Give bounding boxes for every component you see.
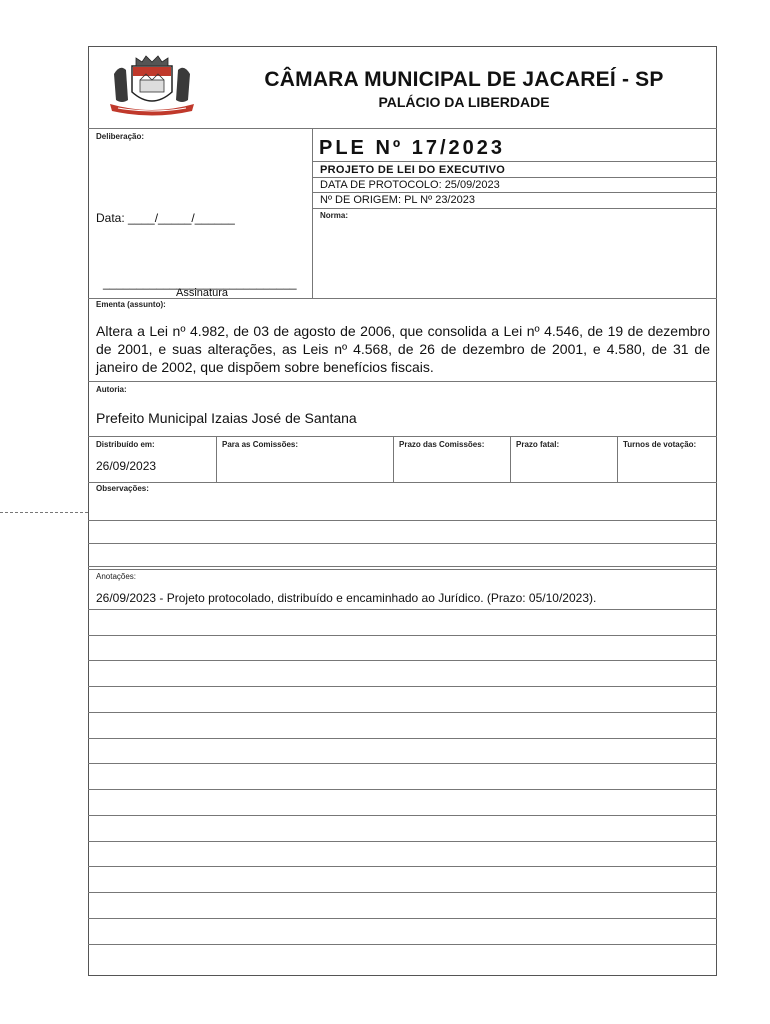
prazo-comissoes-label: Prazo das Comissões: xyxy=(399,440,485,449)
ruled-line xyxy=(88,566,717,567)
divider xyxy=(313,177,717,178)
norma-label: Norma: xyxy=(320,211,349,220)
divider xyxy=(312,128,313,298)
ruled-line xyxy=(88,944,717,945)
deliberacao-label: Deliberação: xyxy=(96,132,145,141)
signature-line: _____________________________ xyxy=(103,276,297,290)
comissoes-label: Para as Comissões: xyxy=(222,440,299,449)
divider xyxy=(88,381,717,382)
ruled-line xyxy=(88,660,717,661)
signature-label: Assinatura xyxy=(176,287,228,299)
bill-type: PROJETO DE LEI DO EXECUTIVO xyxy=(320,164,506,176)
ruled-line xyxy=(88,609,717,610)
divider xyxy=(216,436,217,482)
ruled-line xyxy=(88,635,717,636)
ruled-line xyxy=(88,866,717,867)
prazo-fatal-label: Prazo fatal: xyxy=(516,440,560,449)
page-title: CÂMARA MUNICIPAL DE JACAREÍ - SP xyxy=(264,68,664,91)
divider xyxy=(313,208,717,209)
autoria-label: Autoria: xyxy=(96,385,127,394)
ruled-line xyxy=(88,520,717,521)
divider xyxy=(88,436,717,437)
divider xyxy=(313,161,717,162)
divider xyxy=(617,436,618,482)
ruled-line xyxy=(88,686,717,687)
autoria-value: Prefeito Municipal Izaias José de Santana xyxy=(96,410,357,426)
divider xyxy=(510,436,511,482)
origin-number: Nº DE ORIGEM: PL Nº 23/2023 xyxy=(320,194,475,206)
ruled-line xyxy=(88,815,717,816)
ruled-line xyxy=(88,892,717,893)
date-field: Data: ____/_____/______ xyxy=(96,211,235,225)
divider xyxy=(88,569,717,570)
ruled-line xyxy=(88,763,717,764)
ementa-text: Altera a Lei nº 4.982, de 03 de agosto de 2006, que consolida a Lei nº 4.546, de 19 de dezembro de 2001, e suas alterações, as Leis nº 4.568, de 26 de dezembro de 2001, e 4.580, de 31 de janeiro de 2002, que dispõem sobre benefícios fiscais. xyxy=(96,323,710,375)
anotacoes-label: Anotações: xyxy=(96,572,137,581)
ementa-label: Ementa (assunto): xyxy=(96,300,166,309)
fold-mark xyxy=(0,512,88,513)
divider xyxy=(393,436,394,482)
page-subtitle: PALÁCIO DA LIBERDADE xyxy=(378,94,550,110)
ruled-line xyxy=(88,712,717,713)
bill-number: PLE Nº 17/2023 xyxy=(319,137,506,159)
ruled-line xyxy=(88,789,717,790)
divider xyxy=(88,298,717,299)
ruled-line xyxy=(88,738,717,739)
divider xyxy=(313,192,717,193)
divider xyxy=(88,128,717,129)
distribuido-value: 26/09/2023 xyxy=(96,459,157,473)
turnos-label: Turnos de votação: xyxy=(623,440,697,449)
ruled-line xyxy=(88,543,717,544)
anotacao-entry: 26/09/2023 - Projeto protocolado, distribuído e encaminhado ao Jurídico. (Prazo: 05/10/2023). xyxy=(96,591,597,605)
distribuido-label: Distribuído em: xyxy=(96,440,155,449)
ruled-line xyxy=(88,841,717,842)
divider xyxy=(88,482,717,483)
observacoes-label: Observações: xyxy=(96,484,149,493)
protocol-date: DATA DE PROTOCOLO: 25/09/2023 xyxy=(320,179,500,191)
ruled-line xyxy=(88,918,717,919)
